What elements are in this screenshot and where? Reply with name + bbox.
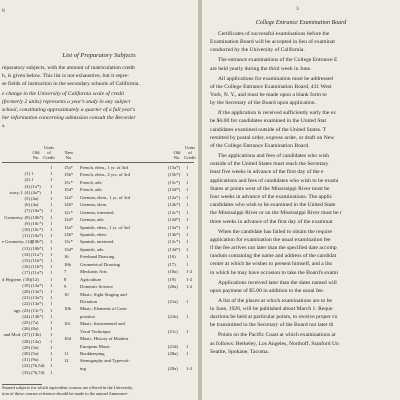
credit-units: 1 (50, 177, 53, 183)
subject-name: and Mod. (27) (3, 332, 30, 338)
credit-units: 1 (50, 258, 53, 263)
new-number: 13b* (64, 232, 74, 237)
paragraph-line: candidates who wish to be examined in the United State (210, 202, 336, 209)
new-number: 12 (64, 358, 69, 364)
new-number: 10b (64, 306, 71, 312)
old-number: (12) (31, 276, 39, 282)
credit-units: 1 (50, 202, 53, 208)
old-number: (21c) (168, 328, 178, 334)
subject-name: Music, Instrumental and (80, 321, 125, 327)
old-number: (13a*) (31, 289, 43, 294)
subject-name: French, elem., 1 yr. of 3rd (80, 165, 128, 170)
new-number: 12b* (64, 202, 74, 208)
old-number: (13a*) (31, 301, 43, 307)
credit-units: 1 (50, 196, 53, 201)
subject-name: Music, Elements of Com- (80, 306, 128, 312)
paragraph-line: The applications and fees of candidates who wish (218, 153, 330, 159)
credit-units: 1 (186, 165, 189, 170)
paragraph-line: remitted by postal order, express order, or draft on New (210, 134, 335, 141)
paragraph-line: Seattle, Spokane, Tacoma. (210, 348, 269, 355)
credit-units: 1 (50, 208, 53, 214)
old-number: 1 (31, 171, 34, 177)
paragraph-line: outside of the United States must reach the Secretary (210, 161, 329, 168)
new-number: 16 (64, 254, 69, 260)
subject-name: Stenography and Typewrit- (80, 358, 131, 364)
new-number: 7 (64, 269, 67, 275)
paragraph-line: upon payment of $5.00 in addition to the usual fee. (210, 287, 325, 294)
credit-units: 1 (50, 351, 53, 356)
subject-name: Spanish, elem. (80, 232, 107, 237)
paragraph-line: least five weeks in advance of the first day of the e (210, 169, 324, 176)
subject-name: (17) (22, 270, 30, 276)
old-number: (12b*) (168, 202, 181, 208)
new-number: 15b* (64, 172, 74, 178)
paragraph-line: York, N. Y., and must be made upon a blank form to (210, 92, 327, 98)
units-header: Units of Credit (43, 145, 55, 160)
subject-name: Freehand Drawing (80, 254, 115, 260)
subject-name: (21) (22, 295, 30, 301)
old-number: (21a) (168, 298, 178, 304)
credit-units: 1 (50, 165, 53, 170)
subject-name: Spanish, elem., 1 yr. of 3rd (80, 224, 130, 230)
subject-name: Geometrical Drawing (80, 261, 120, 267)
subject-name: German, intermed. (80, 209, 115, 215)
old-number: 1 (31, 177, 34, 183)
subject-name: (19) (22, 282, 30, 288)
new-no-header: New No. (64, 150, 74, 160)
old-number: (14a) (31, 338, 41, 344)
subject-name: (11) (22, 233, 30, 239)
new-number: 13a* (64, 224, 73, 230)
old-number: (1a*) (31, 183, 41, 189)
running-head: College Entrance Examination Board (255, 20, 347, 26)
header-rule (2, 162, 194, 163)
new-number: 10d (64, 336, 71, 342)
paragraph-line: center at which he wishes to present himself, and a list (210, 261, 332, 268)
credit-units: 1 (186, 254, 189, 260)
subject-name: (7) (24, 208, 30, 214)
subject-name: German, elem., 1 yr. of 3rd (80, 194, 130, 200)
credit-units: 1 (50, 338, 53, 344)
subject-name: Music, History of Modern (80, 336, 129, 342)
credit-units: 1 (186, 209, 189, 215)
paragraph-line: The entrance examinations of the College Entrance E (218, 57, 338, 64)
old-number: (13b) (31, 332, 41, 338)
subject-name: French, adv. (80, 179, 103, 185)
old-number: (13a*) (168, 224, 180, 230)
paragraph-line: Applications received later than the dates named will (218, 279, 337, 286)
paragraph-line: States at points west of the Mississippi River must be (210, 185, 330, 192)
subject-name: (29) (22, 344, 30, 350)
credit-units: 1 (50, 227, 53, 232)
paragraph-line: Certificates of successful examinations before the (218, 31, 330, 37)
old-number: (11b*) (31, 258, 44, 263)
new-number: 13d* (64, 246, 74, 252)
subject-name: e Geometry. (12) (2, 239, 34, 245)
page-title: List of Preparatory Subjects (62, 52, 136, 59)
credit-units: 1 (50, 214, 53, 220)
credit-units: 1 (50, 183, 53, 189)
subject-name: Vocal Technique (80, 328, 111, 334)
subject-name: Domestic Science (80, 284, 114, 289)
subject-name: ing (80, 365, 86, 371)
old-number: (10b*) (31, 245, 44, 251)
old-number: (11b*) (31, 264, 44, 270)
footnote-line: tion of these courses reference should be made to the annual Announce- (2, 391, 129, 396)
credit-units: 1 (50, 233, 53, 239)
old-number: (4a*) (31, 189, 41, 195)
paragraph-line: the Mississippi River or on the Mississippi River must be r (210, 210, 342, 217)
old-number: (18a) (168, 269, 178, 275)
old-no-header-right: Old No. (173, 150, 181, 160)
old-number: (13c*) (31, 307, 43, 313)
subject-name: Bookkeeping (80, 351, 105, 356)
units-header-right: Units of Credit (184, 145, 196, 160)
old-number: (28a) (168, 351, 178, 356)
old-number: (15c*) (168, 179, 180, 185)
credit-units: 1 (50, 220, 53, 226)
credit-units: 1 (50, 264, 53, 270)
old-number: (29a) (168, 365, 178, 371)
footnote-line: Starred subjects for which equivalent courses are offered in the University. (2, 385, 134, 390)
subject-name: d Hygiene. (18) (2, 276, 31, 282)
old-number: (12c*) (168, 209, 180, 215)
subject-name: (28) (22, 338, 30, 344)
paragraph-line: are held yearly during the third week in June. (210, 65, 312, 72)
credit-units: 1 (50, 332, 53, 338)
credit-units: 1 (186, 232, 189, 237)
old-no-header: Old No. (32, 150, 40, 160)
paragraph-line: When the candidate has failed to obtain the require (218, 228, 333, 235)
subject-name: (31) (22, 357, 30, 363)
credit-units: 1 (186, 217, 189, 223)
old-number: (16) (168, 254, 176, 260)
subject-name: (32) (22, 363, 30, 369)
credit-units: 1 (186, 246, 189, 252)
paragraph-line: ductions be held at particular points, to receive proper co (210, 314, 338, 321)
credit-units: 1 (186, 239, 189, 245)
credit-units: 1 (186, 328, 189, 334)
credit-units: 1 (186, 194, 189, 200)
subject-name: German, elem. (80, 202, 108, 208)
old-number: (17) (168, 261, 176, 267)
subject-name: (30) (22, 351, 30, 356)
credit-units: 1 (50, 251, 53, 257)
new-number: 15a* (64, 165, 73, 170)
old-number: (10a*) (31, 233, 43, 239)
paragraph-line: in June, 1926, will be published about March 1. Reque (210, 306, 333, 312)
note-line: e change in the University of California scale of credit (2, 91, 125, 97)
old-number: (4a) (31, 196, 39, 201)
note-line: her information concerning admission consult the Recorder (2, 115, 136, 121)
paragraph-line: A list of the places at which examinations are to be (218, 297, 333, 304)
credit-units: 1 (50, 239, 53, 245)
page-number: 8 (2, 8, 5, 14)
subject-name: (1) (24, 171, 30, 177)
subject-name: agy. (23) (13, 307, 30, 313)
paragraph-line: four weeks in advance of the examinations. The applic (210, 194, 333, 200)
new-number: 13c* (64, 239, 73, 245)
credit-units: 1 (50, 295, 53, 301)
subject-name: (20) (22, 289, 30, 294)
subject-name: (24) (22, 313, 30, 319)
new-number: 15c* (64, 179, 73, 185)
subject-name: French, elem., 2 yrs. of 3rd (80, 172, 130, 178)
new-number: 12d* (64, 217, 74, 223)
old-number: (5a) (31, 351, 39, 356)
credit-units: 1 (50, 363, 53, 369)
old-number: (10b*) (31, 214, 44, 220)
paragraph-line: All applications for examination must be addressed (218, 75, 333, 82)
subject-name: (3) (24, 183, 30, 189)
credit-units: 1 (186, 172, 189, 178)
credit-units: 1 (50, 245, 53, 251)
old-number: (10c*) (31, 227, 43, 232)
credit-units: 1 (50, 289, 53, 294)
intro-line: reparatory subjects, with the amount of matriculation credit (2, 65, 135, 71)
subject-name: (10) (22, 227, 30, 232)
old-number: (10b*) (31, 239, 44, 245)
credit-units: 1 (50, 171, 53, 177)
new-number: 12a* (64, 194, 73, 200)
old-number: (12a*) (168, 194, 180, 200)
credit-units: 1 (186, 343, 189, 349)
credit-units: 1 (186, 187, 189, 193)
paragraph-line: randum containing the name and address of the candidat (210, 253, 337, 260)
subject-name: Spanish, adv. (80, 246, 105, 252)
paragraph-line: Points on the Pacific Coast at which examinations ar (218, 332, 336, 339)
old-number: (7a) (31, 320, 39, 325)
paragraph-line: candidates examined outside of the United States. T (210, 126, 327, 133)
paragraph-line: be $6.00 for candidates examined in the United Stat (210, 118, 327, 125)
intro-line: se fields of instruction in the secondary schools of California. (2, 81, 140, 87)
old-number: (10c*) (31, 220, 43, 226)
paragraph-line: Examination Board will be accepted in lieu of examinat (210, 39, 335, 46)
subject-name: Agriculture (80, 276, 102, 282)
subject-name: position (80, 313, 95, 319)
subject-name: (6) (24, 202, 30, 208)
old-number: (7b,5d) (31, 363, 45, 369)
paragraph-line: by the Secretary of the Board upon application. (210, 100, 316, 107)
subject-name: (14) (22, 251, 30, 257)
subject-name: (2) (24, 177, 30, 183)
left-page (0, 0, 198, 400)
paragraph-line: in which he may have occasion to take the Board's exami (210, 269, 339, 276)
subject-name: (13) (22, 245, 30, 251)
credit-units: 1-2 (186, 269, 193, 275)
old-number: (11a*) (31, 270, 43, 276)
old-number: (13d*) (168, 246, 181, 252)
new-number: 8 (64, 276, 67, 282)
old-number: (13b*) (31, 313, 44, 319)
credit-units: 1 (186, 224, 189, 230)
subject-name: (9) (24, 220, 30, 226)
subject-name: Music, Sight Singing and (80, 291, 127, 297)
credit-units: 1 (186, 351, 189, 356)
note-line: school, constituting approximately a quarter of a full year's (2, 107, 136, 113)
subject-name: (5) (24, 196, 30, 201)
old-number: (13b*) (168, 232, 181, 237)
subject-name: (25) (22, 320, 30, 325)
credit-units: 1 (50, 276, 53, 282)
new-number: 9 (64, 284, 67, 289)
subject-name: (16) (22, 264, 30, 270)
subject-name: Geometry. (8) (4, 214, 30, 220)
paragraph-line: three weeks in advance of the first day of the examinat (210, 218, 333, 225)
subject-name: (33) (22, 369, 30, 375)
credit-units: 1 (186, 298, 189, 304)
old-number: (15b*) (168, 172, 181, 178)
credit-units: 1 (186, 202, 189, 208)
credit-units: 1 (50, 307, 53, 313)
old-number: (10a*) (31, 208, 43, 214)
old-number: (15d*) (168, 187, 181, 193)
note-line: (formerly 2 units) represents a year's study in any subject (2, 99, 131, 105)
new-number: 12c* (64, 209, 73, 215)
credit-units: 1 (50, 320, 53, 325)
subject-name: European Music (80, 343, 111, 349)
credit-units: 1 (186, 179, 189, 185)
subject-name: Dictation (80, 298, 98, 304)
paragraph-line: be transmitted to the Secretary of the Board not later th (210, 322, 334, 329)
subject-name: (26) (22, 326, 30, 332)
paragraph-line: application for examination the usual examination fee (210, 236, 331, 243)
credit-units: 1 (50, 369, 53, 375)
subject-name: story, I. (4) (9, 189, 30, 195)
credit-units: 1 (50, 282, 53, 288)
old-number: (13c*) (168, 239, 180, 245)
new-number: 11 (64, 351, 69, 356)
paragraph-line: If the application is received sufficiently early the ex (218, 110, 336, 117)
subject-name: Spanish, intermed. (80, 239, 115, 245)
old-number: (7b,7d) (31, 369, 45, 375)
subject-name: German, adv. (80, 217, 105, 223)
credit-units: 1 (186, 313, 189, 319)
credit-units: 1-2 (186, 284, 193, 289)
old-number: (21d) (168, 343, 178, 349)
old-number: (19) (168, 276, 176, 282)
old-number: (4a) (31, 202, 39, 208)
credit-units: 1 (50, 357, 53, 363)
subject-name: French, adv. (80, 187, 103, 193)
credit-units: 1 (50, 189, 53, 195)
paragraph-line: of the College Entrance Examination Board, 431 West (210, 83, 332, 90)
old-number: (13a*) (31, 282, 43, 288)
new-number: 15d* (64, 187, 74, 193)
credit-units: 1 (50, 326, 53, 332)
subject-name: Mechanic Arts (80, 269, 107, 275)
new-number: 16b (64, 261, 71, 267)
credit-units: 1-2 (186, 365, 193, 371)
credit-units: 1 (50, 344, 53, 350)
old-number: (8a) (31, 326, 39, 332)
new-number: 10 (64, 291, 69, 297)
old-number: (3a) (31, 344, 39, 350)
credit-units: 1 (50, 270, 53, 276)
credit-units: 1-2 (186, 276, 193, 282)
page-number: 3 (296, 6, 299, 12)
paragraph-line: as follows: Berkeley, Los Angeles, Northoff, Stanford Un (210, 340, 339, 347)
paragraph-line: conducted by the University of California. (210, 47, 305, 54)
credit-units: 1 (50, 301, 53, 307)
paragraph-line: applications and fees of candidates who wish to be exami (210, 177, 339, 184)
old-number: (15a*) (168, 165, 180, 170)
paragraph-line: of the College Entrance Examination Board. (210, 143, 310, 149)
old-number: (13a*) (31, 295, 43, 301)
credit-units: 1 (186, 261, 189, 267)
old-number: (11a*) (31, 251, 43, 257)
new-number: 10c (64, 321, 71, 327)
note-line: s. (2, 123, 6, 129)
subject-name: (15) (22, 258, 30, 263)
old-number: (21b) (168, 313, 178, 319)
right-page (202, 0, 400, 400)
old-number: (12d*) (168, 217, 181, 223)
old-number: (9a) (31, 357, 39, 363)
credit-units: 1 (50, 313, 53, 319)
old-number: (20a) (168, 284, 178, 289)
intro-line: h, is given below. This list is not exhaustive, but it repre- (2, 73, 129, 79)
subject-name: (22) (22, 301, 30, 307)
paragraph-line: if the fee arrives not later than the specified date accomp (210, 245, 337, 251)
